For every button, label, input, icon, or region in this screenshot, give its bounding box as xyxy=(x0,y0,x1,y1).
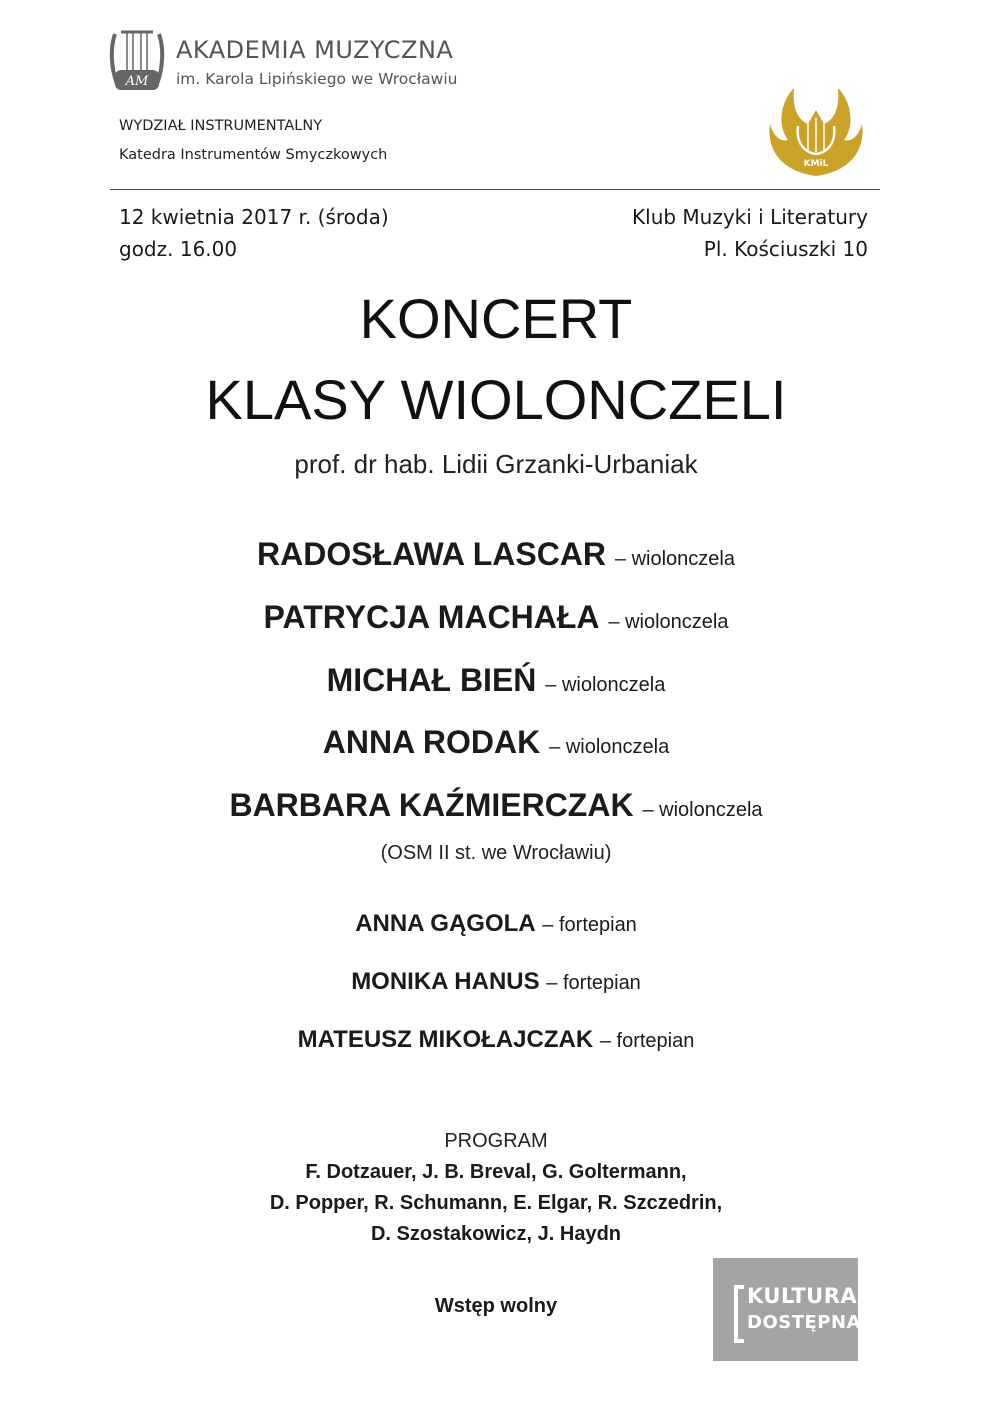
header-divider xyxy=(110,189,880,190)
svg-text:W: W xyxy=(811,101,821,111)
dostepna-text: DOSTĘPNA xyxy=(747,1312,861,1333)
kultura-text: KULTURA xyxy=(747,1284,858,1308)
academy-lyre-logo xyxy=(107,24,167,98)
pianist-name: MONIKA HANUS xyxy=(351,968,540,995)
performer-line xyxy=(0,723,992,766)
pianist-name: ANNA GĄGOLA xyxy=(355,910,536,937)
performer-school-note: (OSM II st. we Wrocławiu) xyxy=(380,842,612,864)
pianist-instrument: – fortepian xyxy=(599,1030,695,1052)
kmil-lyre-logo xyxy=(764,80,868,178)
svg-text:AM: AM xyxy=(125,74,149,89)
event-date: 12 kwietnia 2017 r. (środa) xyxy=(119,205,389,229)
performer-line xyxy=(0,535,992,578)
kultura-dostepna-logo xyxy=(713,1258,861,1361)
event-address: Pl. Kościuszki 10 xyxy=(703,237,868,261)
performer-line xyxy=(0,786,992,829)
program-line: D. Popper, R. Schumann, E. Elgar, R. Szczedrin, xyxy=(269,1192,723,1214)
performer-line xyxy=(0,598,992,641)
academy-subtitle: im. Karola Lipińskiego we Wrocławiu xyxy=(176,70,458,88)
pianist-line xyxy=(0,1025,992,1056)
title-line-1: KONCERT xyxy=(359,287,633,350)
program-line: D. Szostakowicz, J. Haydn xyxy=(370,1223,622,1245)
pianist-instrument: – fortepian xyxy=(542,914,637,936)
performer-name: MICHAŁ BIEŃ xyxy=(326,662,537,698)
pianist-instrument: – fortepian xyxy=(546,972,641,994)
performer-instrument: – wiolonczela xyxy=(614,548,735,570)
event-venue: Klub Muzyki i Literatury xyxy=(632,205,868,229)
program-heading: PROGRAM xyxy=(444,1130,548,1152)
free-entry-note: Wstęp wolny xyxy=(434,1295,558,1317)
program-line: F. Dotzauer, J. B. Breval, G. Goltermann, xyxy=(305,1161,687,1183)
bracket-icon xyxy=(734,1285,744,1343)
performer-name: RADOSŁAWA LASCAR xyxy=(257,536,607,572)
academy-name: AKADEMIA MUZYCZNA xyxy=(176,36,454,64)
title-line-2: KLASY WIOLONCZELI xyxy=(205,368,787,431)
performer-name: PATRYCJA MACHAŁA xyxy=(263,599,600,635)
pianist-line xyxy=(0,967,992,998)
pianist-line xyxy=(0,909,992,940)
performer-line xyxy=(0,661,992,704)
performer-name: ANNA RODAK xyxy=(322,724,541,760)
svg-text:KMiL: KMiL xyxy=(803,159,829,169)
pianist-name: MATEUSZ MIKOŁAJCZAK xyxy=(297,1026,594,1053)
chair-name: Katedra Instrumentów Smyczkowych xyxy=(119,147,388,163)
performer-name: BARBARA KAŹMIERCZAK xyxy=(229,787,634,823)
performer-instrument: – wiolonczela xyxy=(545,674,666,696)
event-time: godz. 16.00 xyxy=(119,237,238,261)
performer-instrument: – wiolonczela xyxy=(549,736,670,758)
professor-subtitle: prof. dr hab. Lidii Grzanki-Urbaniak xyxy=(294,449,698,479)
department-name: WYDZIAŁ INSTRUMENTALNY xyxy=(119,118,323,134)
performer-instrument: – wiolonczela xyxy=(642,799,763,821)
performer-instrument: – wiolonczela xyxy=(608,611,729,633)
